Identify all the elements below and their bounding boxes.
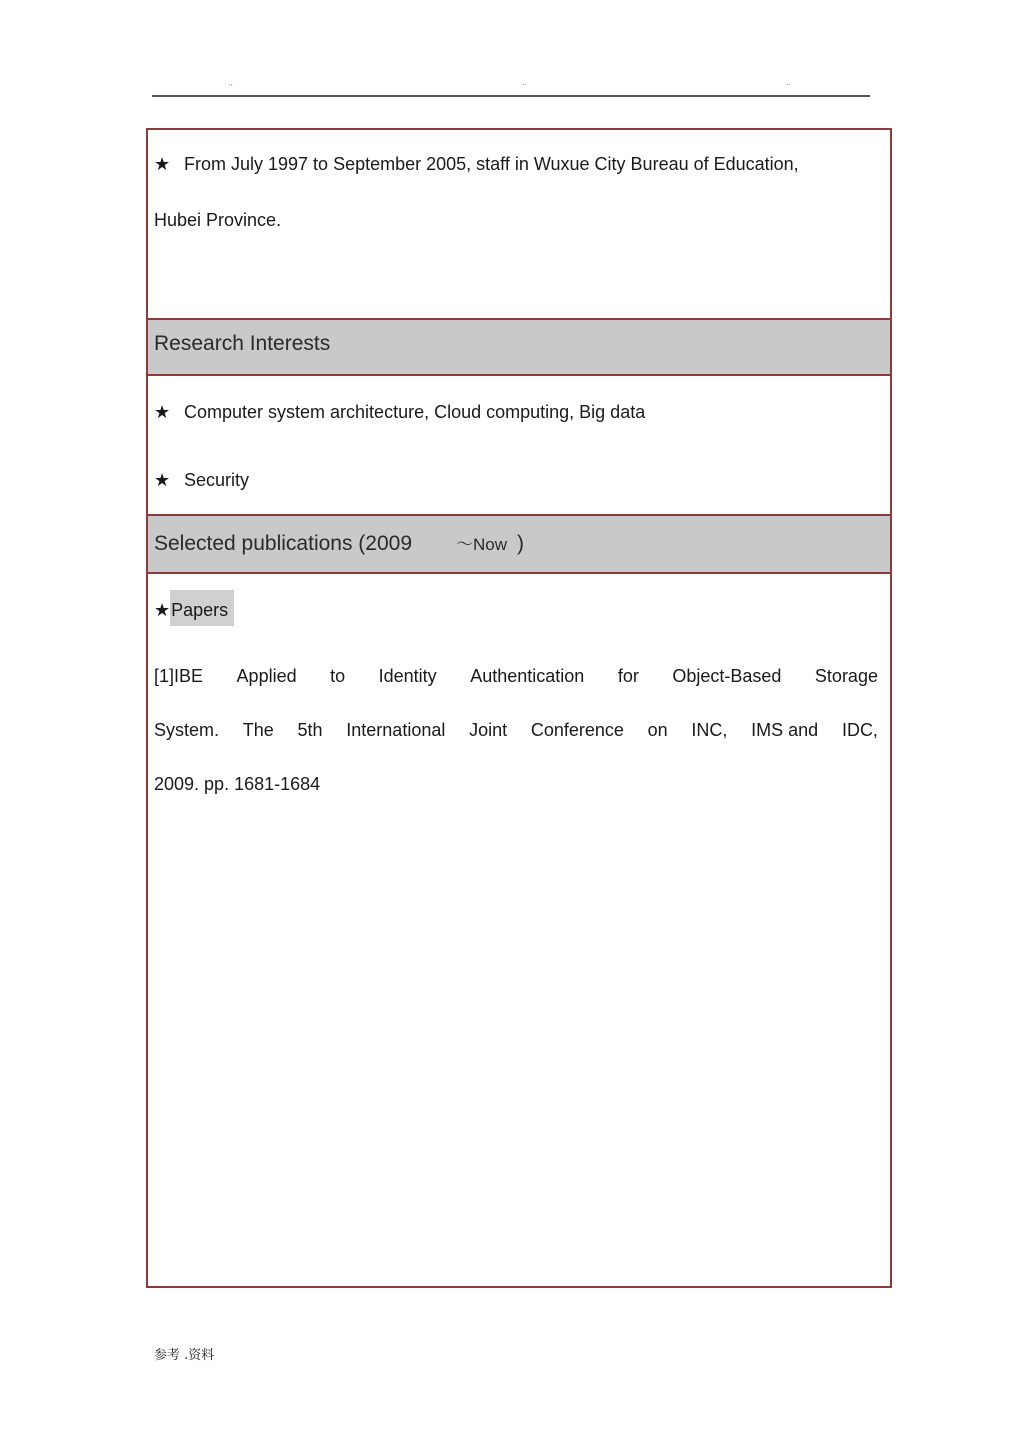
paper-word: IDC, xyxy=(841,720,878,740)
publications-heading-range: ～Now xyxy=(456,535,508,554)
star-icon: ★ xyxy=(154,402,171,423)
paper-word: Conference xyxy=(530,720,624,740)
paper-word: IMS and xyxy=(751,720,819,740)
paper-word: to xyxy=(330,666,346,686)
paper-word: Storage xyxy=(814,666,878,686)
paper-1-line-3: 2009. pp. 1681-1684 xyxy=(154,774,321,794)
paper-word: [1]IBE xyxy=(154,666,204,686)
employment-line-2: Hubei Province. xyxy=(154,210,282,230)
paper-word: for xyxy=(617,666,639,686)
research-item-label: Computer system architecture, Cloud computing, Big data xyxy=(184,402,646,422)
paper-word: Joint xyxy=(469,720,508,740)
research-item-label: Security xyxy=(184,470,250,490)
publications-header xyxy=(148,514,890,574)
publications-heading-main: Selected publications (2009 xyxy=(154,532,413,555)
paper-word: Identity xyxy=(378,666,437,686)
paper-word: 5th xyxy=(297,720,323,740)
papers-label: Papers xyxy=(170,590,234,626)
star-icon: ★ xyxy=(154,154,171,175)
header-mark-right: .. xyxy=(786,78,792,87)
paper-word: Applied xyxy=(236,666,297,686)
star-icon: ★ xyxy=(154,600,171,621)
paper-word: International xyxy=(346,720,446,740)
publications-heading-close: ) xyxy=(517,532,525,555)
paper-1-line-1 xyxy=(154,666,878,687)
papers-subheading xyxy=(154,600,234,621)
paper-word: System. xyxy=(154,720,220,740)
employment-line-1 xyxy=(154,154,799,175)
section-title: Research Interests xyxy=(154,332,331,355)
header-rule xyxy=(152,95,870,97)
header-mark-center: .. xyxy=(522,78,528,87)
research-item xyxy=(154,402,645,423)
paper-1-line-2 xyxy=(154,720,878,741)
resume-table xyxy=(146,128,892,1288)
employment-text-1: From July 1997 to September 2005, staff in Wuxue City Bureau of Education, xyxy=(184,154,799,174)
research-interests-header xyxy=(148,318,890,376)
paper-word: Object-Based xyxy=(672,666,782,686)
paper-word: on xyxy=(647,720,668,740)
star-icon: ★ xyxy=(154,470,171,491)
page-footer: 参考 .资料 xyxy=(154,1348,215,1363)
research-item xyxy=(154,470,249,491)
section-title xyxy=(154,530,524,556)
header-mark-left: ., xyxy=(228,78,234,87)
paper-word: The xyxy=(242,720,274,740)
paper-word: Authentication xyxy=(470,666,585,686)
paper-word: INC, xyxy=(691,720,728,740)
